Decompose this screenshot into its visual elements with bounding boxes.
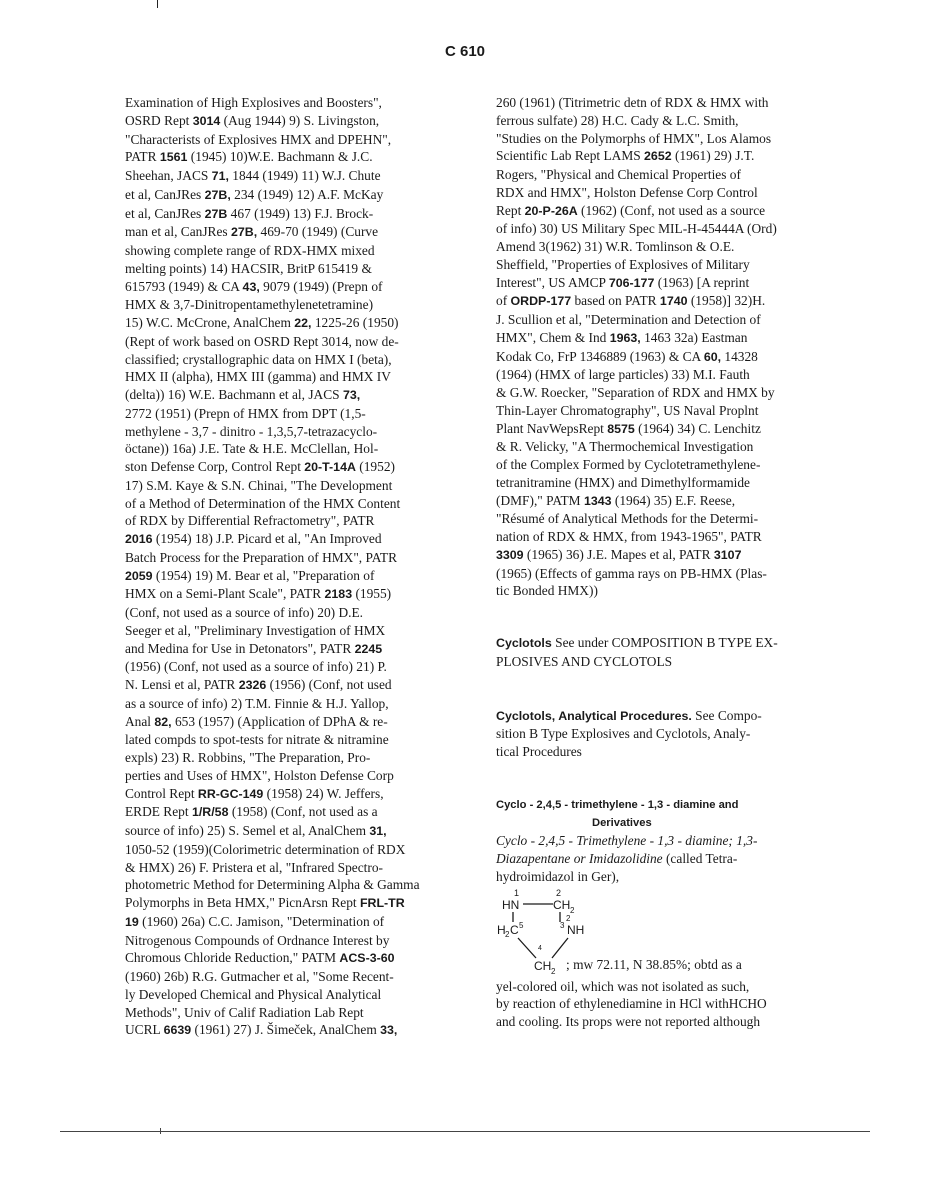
reference-number: 82, <box>154 714 172 729</box>
reference-line: of the Complex Formed by Cyclotetramethylene- <box>496 457 761 472</box>
reference-number: 1/R/58 <box>191 805 229 820</box>
reference-text: based on PATR <box>571 293 660 309</box>
reference-line: Rogers, "Physical and Chemical Properties of <box>496 167 741 182</box>
reference-number: 27B, <box>204 187 231 202</box>
reference-number: 60, <box>703 349 722 364</box>
reference-line: & R. Velicky, "A Thermochemical Investigation <box>496 439 754 455</box>
reference-line: perties and Uses of HMX", Holston Defense Corp <box>125 767 394 783</box>
reference-line: ferrous sulfate) 28) H.C. Cady & L.C. Smith, <box>496 112 739 128</box>
reference-line: (Conf, not used as a source of info) 20) D.E. <box>125 605 363 620</box>
reference-text: man et al, CanJRes <box>125 224 231 240</box>
svg-text:2: 2 <box>570 905 575 915</box>
reference-number: 2183 <box>324 587 353 602</box>
reference-number: 2326 <box>238 678 267 692</box>
reference-line: showing complete range of RDX-HMX mixed <box>125 243 375 258</box>
reference-number: 71, <box>211 169 229 183</box>
reference-line: RDX and HMX", Holston Defense Corp Control <box>496 184 758 200</box>
reference-text: Plant NavWepsRept <box>496 420 608 436</box>
reference-number: 6639 <box>163 1023 192 1038</box>
reference-line <box>496 202 826 221</box>
cyclo-body-3: and cooling. Its props were not reported although <box>496 1014 761 1029</box>
reference-line <box>125 894 470 913</box>
cyclo-names-2: Diazapentane or Imidazolidine (called Tetra- <box>496 851 738 866</box>
reference-line <box>125 458 470 477</box>
reference-line: of info) 30) US Military Spec MIL-H-45444A (Ord) <box>496 221 777 237</box>
reference-line: photometric Method for Determining Alpha & Gamma <box>125 877 420 893</box>
reference-text: N. Lensi et al, PATR <box>125 677 239 692</box>
cyclotols-text-2: PLOSIVES AND CYCLOTOLS <box>496 653 673 669</box>
reference-text: Sheehan, JACS <box>125 168 212 183</box>
reference-text: (1964) 35) E.F. Reese, <box>611 492 736 508</box>
reference-line: nation of RDX & HMX, from 1943-1965", PATR <box>496 529 762 544</box>
reference-text: 1463 32a) Eastman <box>640 329 748 345</box>
h2c-h: H <box>497 922 506 937</box>
reference-line: classified; crystallographic data on HMX I (beta), <box>125 351 392 367</box>
cyclotols-text: See under COMPOSITION B TYPE EX- <box>551 635 778 650</box>
reference-number: 1343 <box>583 493 612 508</box>
reference-line <box>125 913 470 932</box>
reference-number: 2016 <box>125 532 153 546</box>
reference-line <box>496 329 826 348</box>
reference-text: 15) W.C. McCrone, AnalChem <box>125 315 295 330</box>
top-margin-tick <box>157 0 158 8</box>
reference-text: (1945) 10)W.E. Bachmann & J.C. <box>187 149 373 165</box>
reference-line <box>125 186 470 205</box>
reference-text: HMX", Chem & Ind <box>496 329 610 345</box>
c5-index: 5 <box>519 920 524 930</box>
reference-line: of a Method of Determination of the HMX Content <box>125 495 401 511</box>
reference-line <box>496 492 826 511</box>
reference-number: 20-T-14A <box>304 460 356 474</box>
reference-line: 17) S.M. Kaye & S.N. Chinai, "The Development <box>125 477 393 493</box>
reference-line <box>125 676 470 695</box>
reference-text: Rept <box>496 202 525 218</box>
reference-line <box>125 205 470 224</box>
reference-number: 1963, <box>609 330 641 345</box>
reference-text: 615793 (1949) & CA <box>125 278 243 294</box>
cyclo-names-1: Cyclo - 2,4,5 - Trimethylene - 1,3 - diamine; 1,3- <box>496 833 758 849</box>
reference-text: Anal <box>125 713 155 729</box>
references-continued <box>496 94 826 600</box>
reference-text: (1954) 18) J.P. Picard et al, "An Improved <box>152 531 382 546</box>
c5-label: C <box>510 922 519 937</box>
reference-line: öctane)) 16a) J.E. Tate & H.E. McClellan, Hol- <box>125 441 379 457</box>
reference-line: melting points) 14) HACSIR, BritP 615419 & <box>125 260 372 276</box>
reference-number: ORDP-177 <box>510 294 572 309</box>
reference-text: 9079 (1949) (Prepn of <box>259 278 383 294</box>
reference-text: Scientific Lab Rept LAMS <box>496 148 645 164</box>
reference-text: source of info) 25) S. Semel et al, AnalChem <box>125 823 370 838</box>
reference-line: (Rept of work based on OSRD Rept 3014, now de- <box>125 333 399 349</box>
right-column <box>496 94 826 1031</box>
reference-line: HMX & 3,7-Dinitropentamethylenetetramine) <box>125 297 374 313</box>
reference-text: 1844 (1949) 11) W.J. Chute <box>228 168 381 183</box>
reference-text: et al, CanJRes <box>125 186 205 202</box>
reference-text: Control Rept <box>125 785 198 801</box>
reference-text: of <box>496 293 511 309</box>
reference-line: lated compds to spot-tests for nitrate & nitramine <box>125 732 389 748</box>
reference-line: HMX II (alpha), HMX III (gamma) and HMX IV <box>125 369 391 385</box>
reference-line: "Studies on the Polymorphs of HMX", Los Alamos <box>496 130 772 146</box>
reference-line <box>125 223 470 242</box>
reference-text: (1958) 24) W. Jeffers, <box>263 785 384 801</box>
reference-line: 2772 (1951) (Prepn of HMX from DPT (1,5- <box>125 405 366 421</box>
n3-index: 3 <box>560 920 565 930</box>
reference-number: 2245 <box>354 641 383 656</box>
reference-line <box>496 546 826 565</box>
cyclotols-heading: Cyclotols <box>496 636 552 650</box>
cyclo-names-3: hydroimidazol in Ger), <box>496 868 620 884</box>
reference-line: (1960) 26b) R.G. Gutmacher et al, "Some Recent- <box>125 969 394 984</box>
reference-line <box>125 386 470 405</box>
reference-text: (1960) 26a) C.C. Jamison, "Determination of <box>138 913 385 929</box>
reference-text: 1225-26 (1950) <box>311 315 399 330</box>
reference-line <box>496 420 826 439</box>
cyclotols-analytical-text-2: sition B Type Explosives and Cyclotols, Analy- <box>496 726 751 742</box>
reference-text: Polymorphs in Beta HMX," PicnArsn Rept <box>125 895 360 910</box>
cyclotols-entry <box>496 634 826 653</box>
bottom-tick <box>160 1128 161 1134</box>
reference-text: (1958) (Conf, not used as a <box>228 804 378 820</box>
reference-line: 1050-52 (1959)(Colorimetric determination of RDX <box>125 841 406 857</box>
reference-text: et al, CanJRes <box>125 205 205 221</box>
reference-line <box>125 822 470 841</box>
reference-line: tetranitramine (HMX) and Dimethylformamide <box>496 474 750 490</box>
reference-text: Chromous Chloride Reduction," PATM <box>125 950 340 966</box>
ch2-bottom-label: CH <box>534 958 552 973</box>
reference-line <box>125 567 470 586</box>
reference-line <box>496 274 826 293</box>
bottom-rule <box>60 1131 870 1132</box>
reference-text: ston Defense Corp, Control Rept <box>125 459 305 474</box>
reference-line <box>496 147 826 166</box>
reference-line <box>125 112 470 131</box>
reference-text: (1962) (Conf, not used as a source <box>577 202 766 218</box>
cyclotols-analytical-heading: Cyclotols, Analytical Procedures. <box>496 708 692 723</box>
reference-number: ACS-3-60 <box>339 951 395 966</box>
svg-text:2: 2 <box>505 929 510 939</box>
reference-line <box>125 640 470 659</box>
reference-number: 8575 <box>607 421 635 436</box>
reference-line: & HMX) 26) F. Pristera et al, "Infrared Spectro- <box>125 859 383 875</box>
svg-text:2: 2 <box>566 913 571 923</box>
reference-text: (1964) 34) C. Lenchitz <box>634 420 761 436</box>
reference-text: 467 (1949) 13) F.J. Brock- <box>227 205 374 221</box>
reference-text: 469-70 (1949) (Curve <box>257 224 379 240</box>
reference-line <box>125 585 470 604</box>
reference-text: 14328 <box>721 348 758 364</box>
reference-line <box>125 949 470 968</box>
c2-index: 2 <box>556 887 562 898</box>
reference-number: 20-P-26A <box>524 203 578 218</box>
reference-line: & G.W. Roecker, "Separation of RDX and HMX by <box>496 385 775 400</box>
reference-number: 27B, <box>231 225 258 240</box>
reference-line: J. Scullion et al, "Determination and Detection of <box>496 312 761 327</box>
nh-label: NH <box>567 922 585 937</box>
reference-line <box>125 148 470 167</box>
reference-text: (1965) 36) J.E. Mapes et al, PATR <box>523 546 714 562</box>
reference-number: 1561 <box>159 150 188 165</box>
svg-text:2: 2 <box>551 966 556 976</box>
reference-number: 73, <box>342 388 361 402</box>
reference-line: (1956) (Conf, not used as a source of info) 21) P. <box>125 659 387 675</box>
reference-line: Nitrogenous Compounds of Ordnance Interest by <box>125 932 390 948</box>
reference-number: 2059 <box>125 568 153 583</box>
reference-text: (1958)] 32)H. <box>687 293 766 309</box>
cyclo-heading-2: Derivatives <box>592 816 652 829</box>
reference-line: tic Bonded HMX)) <box>496 583 598 599</box>
reference-line <box>496 348 826 367</box>
reference-number: 43, <box>242 279 260 294</box>
reference-line <box>125 785 470 804</box>
reference-text: (DMF)," PATM <box>496 492 584 508</box>
reference-text: (Aug 1944) 9) S. Livingston, <box>220 112 380 128</box>
reference-line <box>125 803 470 822</box>
reference-text: ERDE Rept <box>125 804 192 820</box>
reference-number: RR-GC-149 <box>197 786 264 801</box>
reference-line: Amend 3(1962) 31) W.R. Tomlinson & O.E. <box>496 239 735 254</box>
reference-line: Sheffield, "Properties of Explosives of Military <box>496 256 750 272</box>
reference-line: "Characterists of Explosives HMX and DPEHN", <box>125 131 392 147</box>
reference-text: (1963) [A reprint <box>654 274 750 290</box>
reference-number: 33, <box>380 1023 398 1038</box>
reference-text: Interest", US AMCP <box>496 274 609 290</box>
reference-number: 706-177 <box>608 275 655 290</box>
reference-line <box>496 292 826 311</box>
cyclotols-analytical-entry <box>496 707 826 726</box>
reference-line: methylene - 3,7 - dinitro - 1,3,5,7-tetrazacyclo- <box>125 423 378 439</box>
reference-line: (1964) (HMX of large particles) 33) M.I. Fauth <box>496 367 750 383</box>
cyclo-heading-1: Cyclo - 2,4,5 - trimethylene - 1,3 - diamine and <box>496 798 739 811</box>
reference-number: 31, <box>369 824 387 838</box>
reference-number: 3309 <box>496 547 524 562</box>
reference-line <box>125 713 470 732</box>
reference-text: (1955) <box>352 586 392 602</box>
reference-number: 22, <box>294 316 312 330</box>
reference-line <box>125 530 470 549</box>
reference-line: Seeger et al, "Preliminary Investigation of HMX <box>125 622 386 638</box>
reference-number: 3014 <box>192 113 221 128</box>
reference-text: (1956) (Conf, not used <box>266 677 392 692</box>
reference-line: ly Developed Chemical and Physical Analytical <box>125 986 382 1002</box>
reference-line: Examination of High Explosives and Boosters", <box>125 95 382 110</box>
reference-line: as a source of info) 2) T.M. Finnie & H.J. Yallop, <box>125 695 389 711</box>
reference-line <box>125 1021 470 1040</box>
reference-line: 260 (1961) (Titrimetric detn of RDX & HMX with <box>496 95 769 110</box>
cyclotols-analytical-text-3: tical Procedures <box>496 744 582 759</box>
reference-text: Kodak Co, FrP 1346889 (1963) & CA <box>496 348 704 364</box>
reference-line: of RDX by Differential Refractometry", PATR <box>125 513 375 529</box>
reference-text: HMX on a Semi-Plant Scale", PATR <box>125 586 325 602</box>
cyclo-body-1: yel-colored oil, which was not isolated as such, <box>496 978 750 994</box>
reference-number: 27B <box>204 206 228 221</box>
reference-number: 19 <box>125 914 139 929</box>
reference-text: PATR <box>125 149 160 165</box>
left-column <box>125 94 470 1040</box>
reference-text: (1952) <box>355 459 395 474</box>
cyclo-properties: ; mw 72.11, N 38.85%; obtd as a <box>566 956 742 972</box>
reference-line: expls) 23) R. Robbins, "The Preparation, Pro- <box>125 750 371 765</box>
reference-line: (1965) (Effects of gamma rays on PB-HMX (Plas- <box>496 565 767 581</box>
reference-line: "Résumé of Analytical Methods for the Determi- <box>496 511 759 527</box>
reference-line <box>125 167 470 186</box>
reference-text: (delta)) 16) W.E. Bachmann et al, JACS <box>125 387 343 402</box>
reference-line <box>125 278 470 297</box>
reference-line: Batch Process for the Preparation of HMX", PATR <box>125 549 398 565</box>
imidazolidine-structure <box>496 888 826 978</box>
reference-text: 653 (1957) (Application of DPhA & re- <box>171 713 388 729</box>
ch2-top-label: CH <box>553 897 571 912</box>
reference-text: (1954) 19) M. Bear et al, "Preparation of <box>152 567 375 583</box>
n1-index: 1 <box>514 887 520 898</box>
reference-text: 234 (1949) 12) A.F. McKay <box>230 186 384 202</box>
reference-text: UCRL <box>125 1022 164 1038</box>
reference-text: (1961) 27) J. Šimeček, AnalChem <box>191 1022 381 1038</box>
c4-index: 4 <box>538 944 542 952</box>
cyclo-body-2: by reaction of ethylenediamine in HCl withHCHO <box>496 996 767 1012</box>
cyclotols-analytical-text: See Compo- <box>691 707 762 723</box>
page-number: C 610 <box>444 43 486 60</box>
hn-label: HN <box>502 897 520 912</box>
reference-number: 1740 <box>659 294 688 309</box>
reference-number: 2652 <box>644 149 672 164</box>
reference-text: (1961) 29) J.T. <box>671 148 755 164</box>
reference-number: FRL-TR <box>359 896 405 910</box>
reference-line: Methods", Univ of Calif Radiation Lab Rept <box>125 1004 364 1020</box>
reference-text: and Medina for Use in Detonators", PATR <box>125 640 355 656</box>
reference-line: Thin-Layer Chromatography", US Naval Proplnt <box>496 402 759 418</box>
reference-line <box>125 314 470 333</box>
reference-text: OSRD Rept <box>125 112 193 128</box>
reference-number: 3107 <box>713 547 742 562</box>
